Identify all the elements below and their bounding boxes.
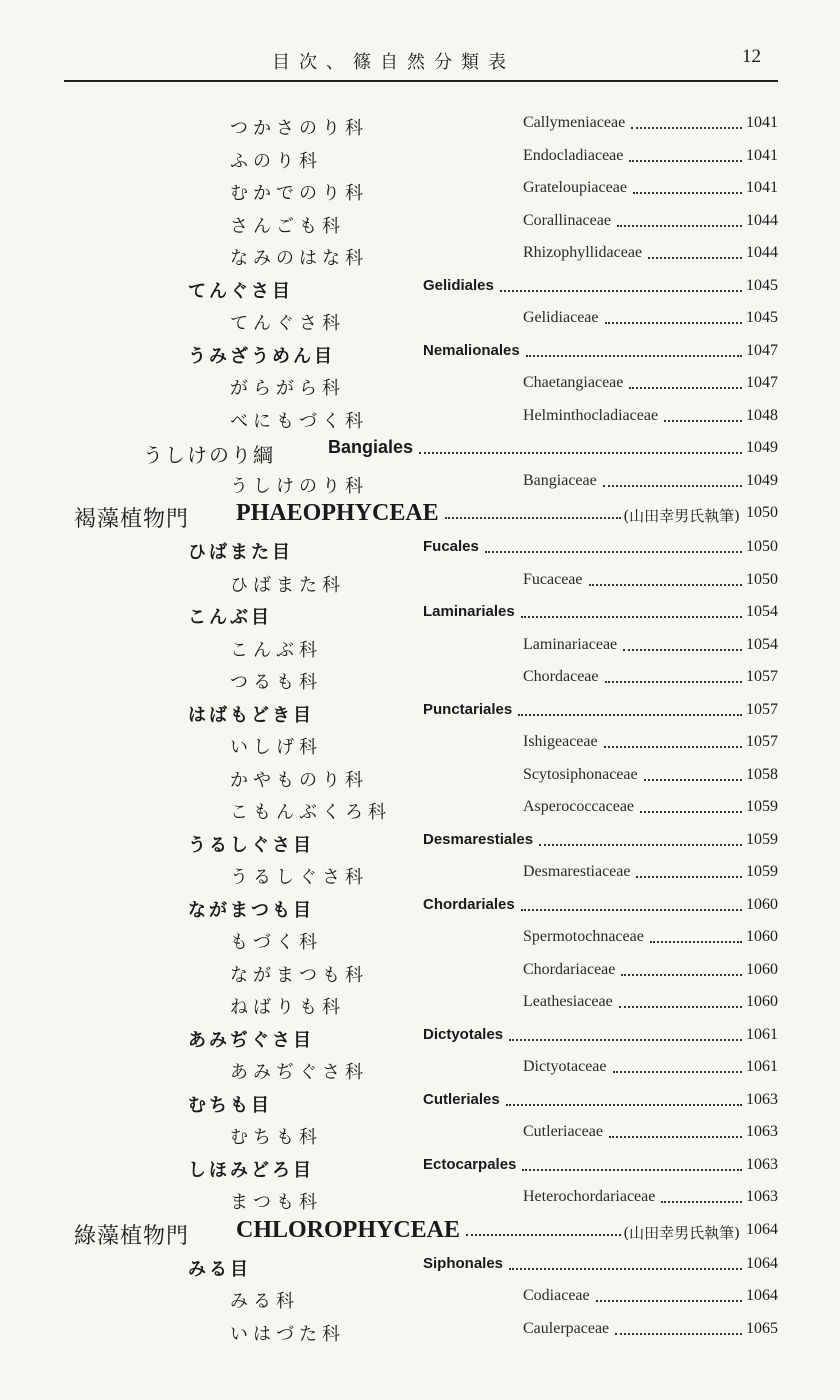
dot-leader [500,275,742,292]
dot-leader [619,991,742,1008]
family-japanese-name: あみぢぐさ科 [230,1062,368,1083]
entry-page-number: 1044 [746,211,778,229]
family-entry [0,1283,840,1316]
dot-leader [603,470,742,487]
entry-page-number: 1050 [746,504,778,521]
page-header [0,0,840,90]
division-japanese-name: 綠藻植物門 [74,1223,190,1249]
family-japanese-name: つるも科 [230,672,322,693]
family-entry [0,1316,840,1349]
entry-page-number: 1060 [746,960,778,978]
entry-page-number: 1050 [746,570,778,588]
family-japanese-name: ねばりも科 [230,997,345,1018]
family-japanese-name: ひばまた科 [230,574,345,596]
family-entry [0,370,840,403]
entry-page-number: 1054 [746,635,778,653]
family-latin-name: Bangiaceae [523,471,597,489]
entry-page-number: 1045 [746,276,778,294]
family-latin-name: Rhizophyllidaceae [523,244,643,261]
order-latin-name: Punctariales [423,700,513,718]
order-entry [0,827,840,860]
family-japanese-name: うしけのり科 [230,475,368,497]
dot-leader [605,307,743,324]
order-japanese-name: しほみどろ目 [188,1159,314,1181]
family-entry [0,729,840,762]
dot-leader [526,340,742,357]
family-entry [0,305,840,338]
family-latin-name: Chordaceae [523,668,599,685]
order-latin-name: Gelidiales [423,276,494,294]
family-latin-name: Chordariaceae [523,960,616,978]
family-latin-name: Desmarestiaceae [523,863,631,880]
family-latin-name: Helminthocladiaceae [523,406,659,424]
header-rule [64,80,778,82]
author-credit: (山田幸男氏執筆) [623,1223,740,1242]
dot-leader [617,210,742,227]
division-entry [0,500,840,534]
klass-entry [0,435,840,468]
entry-page-number: 1063 [746,1090,778,1108]
family-japanese-name: いはづた科 [230,1323,345,1345]
order-latin-name: Siphonales [423,1254,504,1272]
family-latin-name: Caulerpaceae [523,1319,610,1337]
family-latin-name: Callymeniaceae [523,114,626,131]
entry-page-number: 1064 [746,1220,778,1238]
dot-leader [466,1219,621,1236]
dot-leader [509,1024,742,1041]
order-entry [0,1087,840,1120]
entry-page-number: 1048 [746,406,778,424]
order-japanese-name: みる目 [188,1258,251,1280]
family-latin-name: Ishigeaceae [523,733,598,750]
family-entry [0,664,840,697]
dot-leader [661,1186,742,1203]
family-latin-name: Asperococcaceae [523,798,635,815]
family-japanese-name: ながまつも科 [230,964,368,986]
division-japanese-name: 褐藻植物門 [74,507,190,532]
entry-page-number: 1041 [746,179,778,196]
family-japanese-name: むかでのり科 [230,183,368,204]
family-entry [0,794,840,827]
family-latin-name: Spermotochnaceae [523,928,644,945]
dot-leader [605,666,742,683]
family-latin-name: Laminariaceae [523,635,618,653]
dot-leader [521,894,742,911]
family-japanese-name: こんぶ科 [230,639,322,661]
dot-leader [604,731,742,748]
family-entry [0,468,840,501]
family-japanese-name: てんぐさ科 [230,313,345,334]
dot-leader [615,1318,742,1335]
family-entry [0,403,840,436]
dot-leader [629,145,742,162]
family-entry [0,762,840,795]
order-japanese-name: ながまつも目 [188,899,314,921]
family-latin-name: Leathesiaceae [523,993,613,1010]
entry-page-number: 1059 [746,830,778,848]
family-japanese-name: なみのはな科 [230,248,368,269]
entry-page-number: 1049 [746,471,778,489]
family-entry [0,110,840,143]
family-japanese-name: いしげ科 [230,737,322,758]
entry-page-number: 1059 [746,798,778,815]
family-entry [0,1119,840,1152]
division-latin-name: PHAEOPHYCEAE [236,500,439,526]
entry-page-number: 1061 [746,1025,778,1043]
family-latin-name: Fucaceae [523,570,583,588]
dot-leader [640,796,742,813]
order-entry [0,1022,840,1055]
entry-page-number: 1050 [746,538,778,555]
dot-leader [633,177,742,194]
running-title: 目次、篠自然分類表 [272,52,515,73]
entry-page-number: 1057 [746,733,778,750]
entry-page-number: 1060 [746,928,778,945]
family-japanese-name: もづく科 [230,932,322,953]
entry-page-number: 1044 [746,244,778,261]
dot-leader [613,1056,743,1073]
table-of-contents [0,110,840,1348]
klass-japanese-name: うしけのり綱 [143,443,275,467]
entry-page-number: 1057 [746,668,778,685]
order-japanese-name: うるしぐさ目 [188,834,314,856]
family-latin-name: Dictyotaceae [523,1058,607,1075]
division-entry [0,1217,840,1251]
order-latin-name: Cutleriales [423,1090,500,1108]
dot-leader [650,926,742,943]
entry-page-number: 1058 [746,765,778,783]
entry-page-number: 1060 [746,895,778,913]
entry-page-number: 1054 [746,603,778,620]
family-latin-name: Scytosiphonaceae [523,765,638,783]
dot-leader [609,1121,742,1138]
family-japanese-name: かやものり科 [230,769,368,791]
dot-leader [629,372,742,389]
dot-leader [485,536,742,553]
family-entry [0,240,840,273]
order-entry [0,534,840,567]
family-entry [0,924,840,957]
dot-leader [623,634,742,651]
order-japanese-name: むちも目 [188,1094,272,1116]
order-latin-name: Chordariales [423,895,515,913]
dot-leader [589,569,742,586]
page-number: 12 [742,46,761,67]
dot-leader [648,242,742,259]
order-japanese-name: てんぐさ目 [188,280,293,302]
entry-page-number: 1047 [746,341,778,359]
family-latin-name: Codiaceae [523,1287,590,1304]
entry-page-number: 1049 [746,439,778,456]
family-latin-name: Endocladiaceae [523,146,624,164]
family-japanese-name: まつも科 [230,1192,322,1213]
entry-page-number: 1065 [746,1319,778,1337]
family-entry [0,989,840,1022]
order-latin-name: Laminariales [423,603,515,620]
family-entry [0,208,840,241]
family-latin-name: Heterochordariaceae [523,1188,656,1205]
family-entry [0,143,840,176]
entry-page-number: 1057 [746,700,778,718]
order-entry [0,338,840,371]
order-entry [0,892,840,925]
order-entry [0,599,840,632]
family-entry [0,1054,840,1087]
family-japanese-name: べにもづく科 [230,410,368,432]
family-latin-name: Grateloupiaceae [523,179,627,196]
family-entry [0,957,840,990]
family-entry [0,567,840,600]
dot-leader [631,112,742,129]
family-japanese-name: つかさのり科 [230,118,368,139]
division-latin-name: CHLOROPHYCEAE [236,1216,461,1243]
family-latin-name: Corallinaceae [523,211,611,229]
dot-leader [419,437,742,454]
entry-page-number: 1041 [746,114,778,131]
family-japanese-name: がらがら科 [230,378,345,399]
order-latin-name: Fucales [423,538,479,555]
order-japanese-name: うみざうめん目 [188,345,335,367]
entry-page-number: 1060 [746,993,778,1010]
order-latin-name: Ectocarpales [423,1155,517,1173]
entry-page-number: 1063 [746,1188,778,1205]
entry-page-number: 1063 [746,1155,778,1173]
entry-page-number: 1041 [746,146,778,164]
dot-leader [539,829,742,846]
family-japanese-name: さんごも科 [230,215,345,237]
dot-leader [518,699,742,716]
family-latin-name: Gelidiaceae [523,309,599,326]
entry-page-number: 1064 [746,1254,778,1272]
entry-page-number: 1063 [746,1123,778,1140]
order-entry [0,1251,840,1284]
entry-page-number: 1045 [746,309,778,326]
entry-page-number: 1059 [746,863,778,880]
dot-leader [509,1253,742,1270]
family-japanese-name: みる科 [230,1291,299,1312]
order-entry [0,1152,840,1185]
order-latin-name: Nemalionales [423,341,520,359]
order-japanese-name: あみぢぐさ目 [188,1029,314,1051]
family-entry [0,632,840,665]
order-entry [0,273,840,306]
family-japanese-name: うるしぐさ科 [230,867,368,888]
dot-leader [621,959,742,976]
dot-leader [596,1285,742,1302]
entry-page-number: 1064 [746,1287,778,1304]
entry-page-number: 1061 [746,1058,778,1075]
order-latin-name: Dictyotales [423,1025,504,1043]
dot-leader [636,861,742,878]
dot-leader [521,601,742,618]
family-latin-name: Chaetangiaceae [523,374,624,391]
klass-latin-name: Bangiales [328,437,414,457]
dot-leader [664,405,742,422]
entry-page-number: 1047 [746,374,778,391]
dot-leader [522,1154,742,1171]
order-japanese-name: こんぶ目 [188,607,272,628]
dot-leader [506,1089,742,1106]
family-entry [0,1184,840,1217]
order-japanese-name: ひばまた目 [188,542,293,563]
order-entry [0,697,840,730]
family-entry [0,859,840,892]
family-japanese-name: こもんぶくろ科 [230,802,391,823]
order-japanese-name: はばもどき目 [188,704,314,726]
family-japanese-name: むちも科 [230,1127,322,1148]
family-entry [0,175,840,208]
dot-leader [644,764,742,781]
family-latin-name: Cutleriaceae [523,1123,603,1140]
dot-leader [445,502,622,519]
family-japanese-name: ふのり科 [230,150,322,172]
author-credit: (山田幸男氏執筆) [623,507,740,525]
order-latin-name: Desmarestiales [423,830,534,848]
